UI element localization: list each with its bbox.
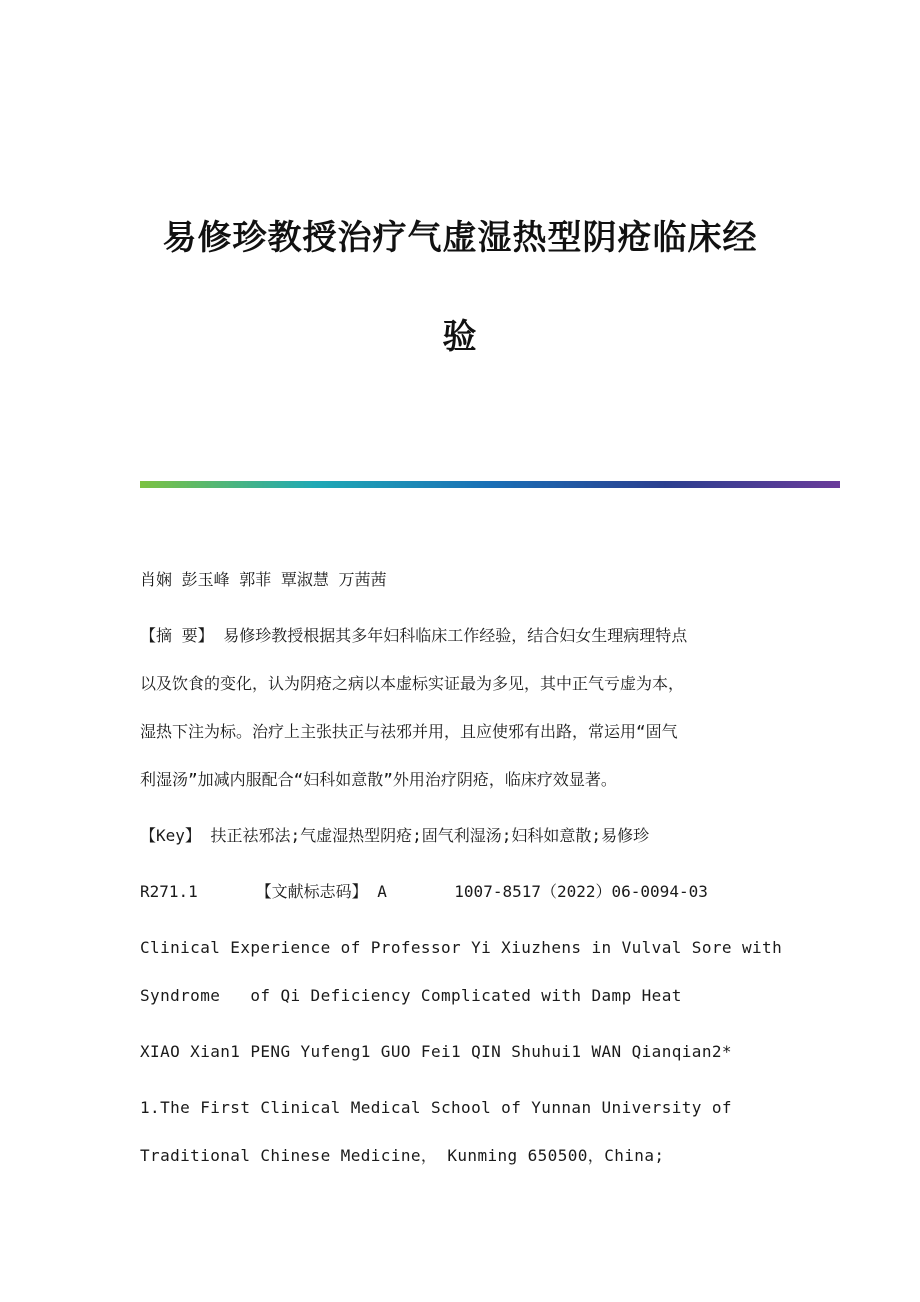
classification-line: R271.1 【文献标志码】 A 1007-8517（2022）06-0094-03 (140, 882, 708, 901)
english-authors: XIAO Xian1 PENG Yufeng1 GUO Fei1 QIN Shuhui1 WAN Qianqian2* (140, 1042, 732, 1061)
affiliation-line: Traditional Chinese Medicine， Kunming 650500，China; (140, 1146, 665, 1165)
author-list: 肖娴 彭玉峰 郭菲 覃淑慧 万茜茜 (140, 570, 387, 589)
title-line-2: 验 (442, 317, 478, 357)
abstract-line: 以及饮食的变化，认为阴疮之病以本虚标实证最为多见，其中正气亏虚为本， (140, 674, 685, 693)
abstract-line: 利湿汤”加减内服配合“妇科如意散”外用治疗阴疮，临床疗效显著。 (140, 770, 617, 789)
keywords: 【Key】 扶正祛邪法;气虚湿热型阴疮;固气利湿汤;妇科如意散;易修珍 (140, 826, 650, 845)
gradient-divider (140, 481, 840, 488)
abstract-line: 湿热下注为标。治疗上主张扶正与祛邪并用，且应使邪有出路，常运用“固气 (140, 722, 678, 741)
abstract-line: 【摘 要】 易修珍教授根据其多年妇科临床工作经验，结合妇女生理病理特点 (140, 626, 688, 645)
title-line-1: 易修珍教授治疗气虚湿热型阴疮临床经 (162, 218, 758, 258)
english-title-line: Syndrome of Qi Deficiency Complicated with Damp Heat (140, 986, 682, 1005)
english-title-line: Clinical Experience of Professor Yi Xiuzhens in Vulval Sore with (140, 938, 783, 957)
affiliation-line: 1.The First Clinical Medical School of Yunnan University of (140, 1098, 732, 1117)
